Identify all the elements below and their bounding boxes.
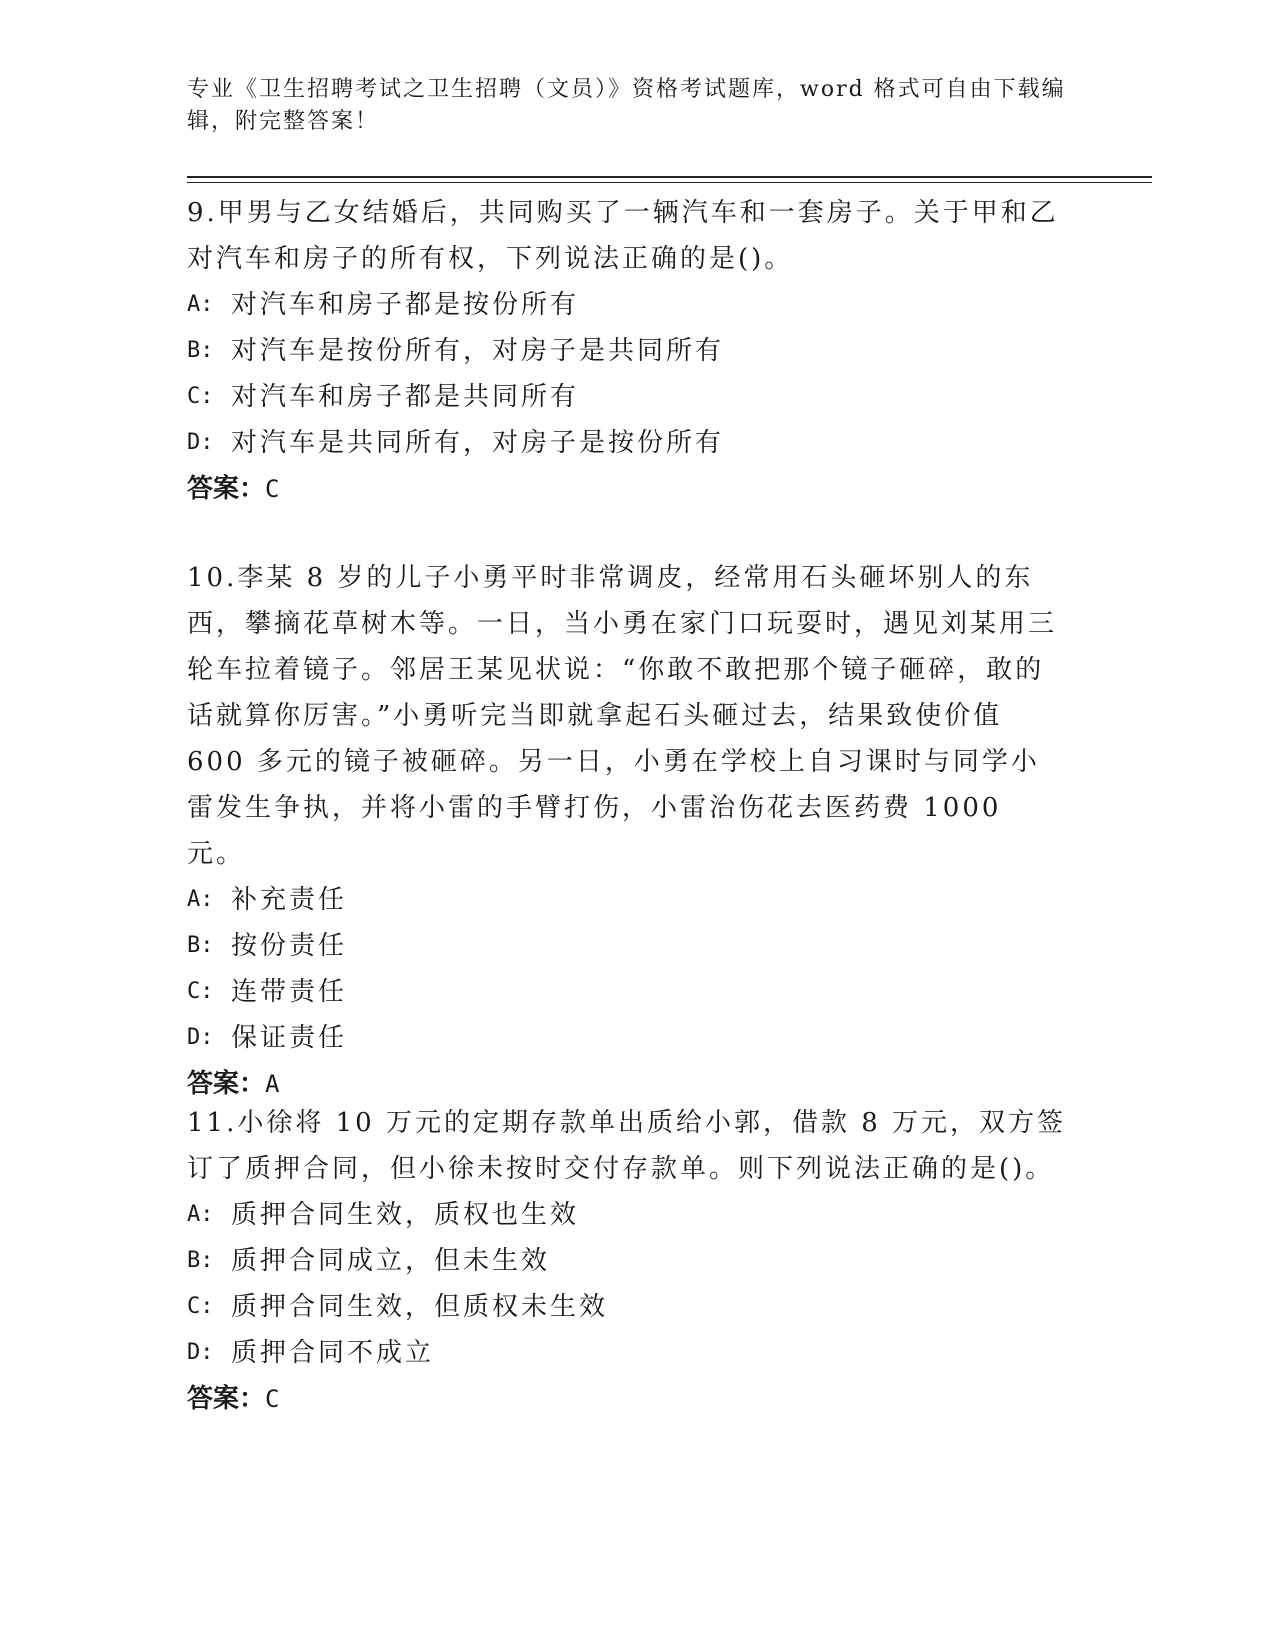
option-c <box>187 1284 1067 1330</box>
answer-label: 答案： <box>187 474 266 504</box>
option-letter: B: <box>187 1248 214 1273</box>
answer-value: C <box>265 475 280 503</box>
option-text: 补充责任 <box>231 885 348 915</box>
option-letter: A: <box>187 292 214 317</box>
question-11 <box>187 1100 1067 1422</box>
option-letter: D: <box>187 1025 214 1050</box>
answer-value: C <box>265 1385 280 1413</box>
option-letter: B: <box>187 933 214 958</box>
question-stem: 9.甲男与乙女结婚后，共同购买了一辆汽车和一套房子。关于甲和乙对汽车和房子的所有权，下列说法正确的是()。 <box>187 198 1059 274</box>
option-text: 质押合同成立，但未生效 <box>231 1246 551 1276</box>
option-a <box>187 1192 1067 1238</box>
answer-line <box>187 466 1067 512</box>
header-divider-thin <box>187 182 1152 183</box>
option-text: 保证责任 <box>231 1023 348 1053</box>
document-header: 专业《卫生招聘考试之卫生招聘（文员）》资格考试题库，word 格式可自由下载编辑，附完整答案！ <box>187 77 1066 134</box>
option-letter: C: <box>187 979 214 1004</box>
question-stem: 11.小徐将 10 万元的定期存款单出质给小郭，借款 8 万元，双方签订了质押合同，但小徐未按时交付存款单。则下列说法正确的是()。 <box>187 1108 1067 1184</box>
option-text: 按份责任 <box>231 931 348 961</box>
option-text: 对汽车是按份所有，对房子是共同所有 <box>231 336 725 366</box>
option-letter: B: <box>187 338 214 363</box>
answer-line <box>187 1376 1067 1422</box>
option-text: 对汽车和房子都是按份所有 <box>231 290 580 320</box>
answer-value: A <box>265 1070 280 1098</box>
option-letter: D: <box>187 430 214 455</box>
option-letter: A: <box>187 1202 214 1227</box>
option-text: 对汽车是共同所有，对房子是按份所有 <box>231 428 725 458</box>
option-text: 质押合同生效，质权也生效 <box>231 1200 580 1230</box>
option-text: 质押合同生效，但质权未生效 <box>231 1292 609 1322</box>
option-letter: C: <box>187 384 214 409</box>
answer-label: 答案： <box>187 1384 266 1414</box>
answer-label: 答案： <box>187 1069 266 1099</box>
option-d <box>187 1015 1067 1061</box>
option-letter: D: <box>187 1340 214 1365</box>
option-text: 对汽车和房子都是共同所有 <box>231 382 580 412</box>
option-text: 质押合同不成立 <box>231 1338 435 1368</box>
option-c <box>187 969 1067 1015</box>
option-a <box>187 877 1067 923</box>
option-d <box>187 1330 1067 1376</box>
header-divider <box>187 176 1152 178</box>
option-b <box>187 328 1067 374</box>
option-letter: C: <box>187 1294 214 1319</box>
option-text: 连带责任 <box>231 977 348 1007</box>
option-a <box>187 282 1067 328</box>
option-letter: A: <box>187 887 214 912</box>
question-stem: 10.李某 8 岁的儿子小勇平时非常调皮，经常用石头砸坏别人的东西，攀摘花草树木等。一日，当小勇在家门口玩耍时，遇见刘某用三轮车拉着镜子。邻居王某见状说：“你敢不敢把那个镜子砸碎，敢的话就算你厉害。”小勇听完当即就拿起石头砸过去，结果致使价值 600 多元的镜子被砸碎。另一日，小勇在学校上自习课时与同学小雷发生争执，并将小雷的手臂打伤，小雷治伤花去医药费 1000 元。 <box>187 563 1058 869</box>
option-b <box>187 923 1067 969</box>
option-b <box>187 1238 1067 1284</box>
question-9 <box>187 190 1067 512</box>
option-c <box>187 374 1067 420</box>
question-10 <box>187 555 1067 1107</box>
option-d <box>187 420 1067 466</box>
